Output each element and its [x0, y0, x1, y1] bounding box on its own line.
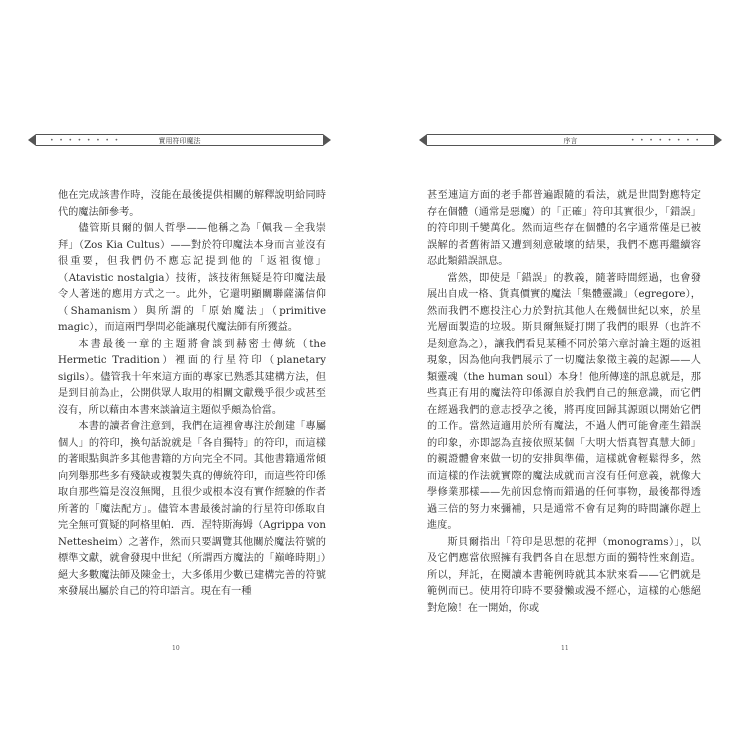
paragraph: 本書最後一章的主題將會談到赫密士傳統（the Hermetic Tradition）裡面的行星符印（planetary sigils）。儘管我十年來這方面的專家已熟悉其建構方法，但是到目前為止，公開供眾人取用的相關文獻幾乎很少或甚至沒有，所以藉由本書來談論這主題似乎頗為恰當。: [58, 338, 326, 416]
header-arrow-right-icon: [323, 134, 331, 146]
paragraph: 斯貝爾指出「符印是思想的花押（monograms）」，以及它們應當依照擁有我們各自在思想方面的獨特性來創造。所以，拜託，在閱讀本書範例時就其本狀來看——它們就是範例而已。使用符印時不要發懶或漫不經心，這樣的心態絕對危險！在一開始，你或: [427, 536, 701, 614]
page-number: 11: [561, 645, 569, 652]
running-header: [427, 134, 714, 146]
paragraph: 儘管斯貝爾的個人哲學——他稱之為「佩我－全我崇拜」（Zos Kia Cultus）——對於符印魔法本身而言並沒有很重要，但我們仍不應忘記提到他的「返祖復憶」（Atavistic nostalgia）技術，該技術無疑是符印魔法最令人著迷的應用方式之一。此外，它還明顯關聯薩滿信仰（Shamanism）與所謂的「原始魔法」（primitive magic），而這兩門學問必能讓現代魔法師有所獲益。: [58, 223, 326, 333]
paragraph: 本書的讀者會注意到，我們在這裡會專注於創建「專屬個人」的符印，換句話說就是「各自獨特」的符印，而這樣的著眼點與許多其他書籍的方向完全不同。其他書籍通常傾向列舉那些多有殘缺或複製失真的傳統符印，而這些符印係取自那些篇是沒沒無聞，且很少或根本沒有實作經驗的作者所著的「魔法配方」。儘管本書最後討論的行星符印係取自完全無可質疑的阿格里帕．西．涅特斯海姆（Agrippa von Nettesheim）之著作，然而只要調覽其他關於魔法符號的標準文獻，就會發現中世紀（所謂西方魔法的「巔峰時期」）絕大多數魔法師及陳金士，大多係用少數已建構完善的符號來發展出屬於自己的符印語言。現在有一種: [58, 421, 326, 597]
paragraph: 甚至連這方面的老手都普遍跟隨的看法，就是世間對應特定存在個體（通常是惡魔）的「正確」符印其實很少，「錯誤」的符印則千變萬化。然而這些存在個體的名字通常僅是已被誤解的者舊術語又遭到刻意破壞的結果，我們不應再繼續容忍此類錯誤訊息。: [427, 190, 701, 267]
body-text: [58, 188, 326, 601]
running-header-title: 實用符印魔法: [158, 137, 201, 145]
running-header-title: 序言: [563, 137, 578, 145]
header-dots: • • • • • • • •: [50, 137, 120, 144]
running-header: [36, 134, 323, 146]
header-dots: • • • • • • • •: [630, 137, 700, 144]
right-page: [375, 0, 750, 750]
header-arrow-right-icon: [714, 134, 722, 146]
header-arrow-left-icon: [419, 134, 427, 146]
page-number: 10: [172, 645, 180, 652]
paragraph: 當然，即使是「錯誤」的教義，隨著時間經過，也會發展出自成一格、貨真價實的魔法「集體靈識」（egregore），然而我們不應投注心力於對抗其他人在幾個世紀以來，於星光層面製造的垃圾。斯貝爾無疑打開了我們的眼界（也許不是刻意為之），讓我們看見某種不同於第六章討論主題的返祖現象，因為他向我們展示了一切魔法象徵主義的起源——人類靈魂（the human soul）本身！他所傳達的訊息就是，那些真正有用的魔法符印係源自於我們自己的無意識，而它們在經過我們的意志授孕之後，將再度回歸其源頭以開始它們的工作。當然這適用於所有魔法，不過人們可能會產生錯誤的印象，亦即認為直接依照某個「大明大悟真智真慧大師」的親證體會來做一切的安排與準備，這樣就會輕鬆得多，然而這樣的作法就實際的魔法成就而言沒有任何意義，就像大學修業那樣——先前因怠惰而錯過的任何事物，最後都得透過三倍的努力來彌補，只是通常不會有足夠的時間讓你趕上進度。: [427, 272, 701, 531]
header-arrow-left-icon: [28, 134, 36, 146]
paragraph: 他在完成該書作時，沒能在最後提供相關的解釋說明給同時代的魔法師參考。: [58, 190, 326, 218]
body-text: [427, 188, 701, 617]
